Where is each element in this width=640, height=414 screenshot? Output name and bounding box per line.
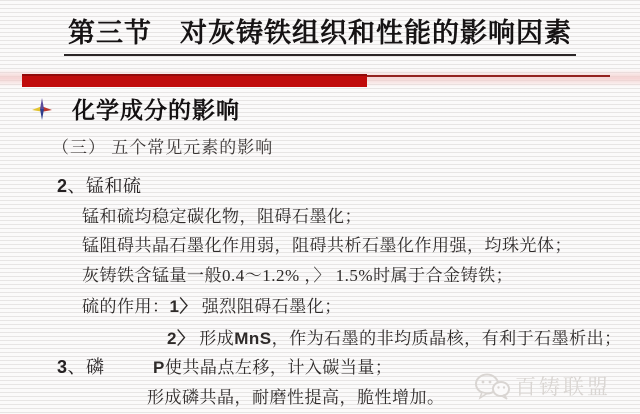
sulfur-role-number-1: 1〉 <box>169 297 197 316</box>
section-heading-row <box>31 92 240 125</box>
accent-bar <box>22 74 367 87</box>
sulfur-role-effect-2-post: ，作为石墨的非均质晶核，有利于石墨析出； <box>271 329 622 348</box>
body-line-mn-s-2: 锰阻碍共晶石墨化作用弱，阻碍共析石墨化作用强，均珠光体； <box>82 236 572 255</box>
body-line-sulfur-role-1 <box>82 292 342 317</box>
sulfur-role-effect-2-pre: 形成 <box>194 329 235 348</box>
item-number: 3 <box>57 357 68 377</box>
star-bullet-icon <box>31 97 53 121</box>
list-item-phosphorus <box>57 353 105 379</box>
sulfur-role-prefix: 硫的作用： <box>82 297 170 316</box>
section-heading: 化学成分的影响 <box>72 98 240 123</box>
body-line-phosphorus-2: 形成磷共晶，耐磨性提高，脆性增加。 <box>147 388 445 407</box>
item-label-text: 、磷 <box>67 357 105 377</box>
wechat-icon <box>474 373 510 400</box>
phosphorus-symbol: P <box>153 358 165 377</box>
list-item-manganese-sulfur <box>57 172 142 198</box>
watermark <box>474 371 611 401</box>
phosphorus-effect-text: 使共晶点左移，计入碳当量； <box>164 358 393 377</box>
body-line-sulfur-role-2 <box>167 324 622 349</box>
sulfur-role-number-2: 2〉 <box>167 329 195 348</box>
item-label-text: 、锰和硫 <box>67 176 142 196</box>
body-line-mn-s-3: 灰铸铁含锰量一般0.4～1.2% ，〉 1.5%时属于合金铸铁； <box>82 266 514 285</box>
slide-title: 第三节 对灰铸铁组织和性能的影响因素 <box>64 11 576 56</box>
sulfur-role-effect-1: 强烈阻碍石墨化； <box>196 297 342 316</box>
watermark-label: 百铸联盟 <box>515 375 611 399</box>
body-line-mn-s-1: 锰和硫均稳定碳化物，阻碍石墨化； <box>82 207 362 226</box>
body-line-phosphorus-1 <box>153 353 392 378</box>
item-number: 2 <box>57 176 68 196</box>
title-area <box>0 11 640 56</box>
mns-formula: MnS <box>234 329 272 348</box>
subsection-heading: （三） 五个常见元素的影响 <box>52 138 274 157</box>
accent-line <box>367 75 610 77</box>
